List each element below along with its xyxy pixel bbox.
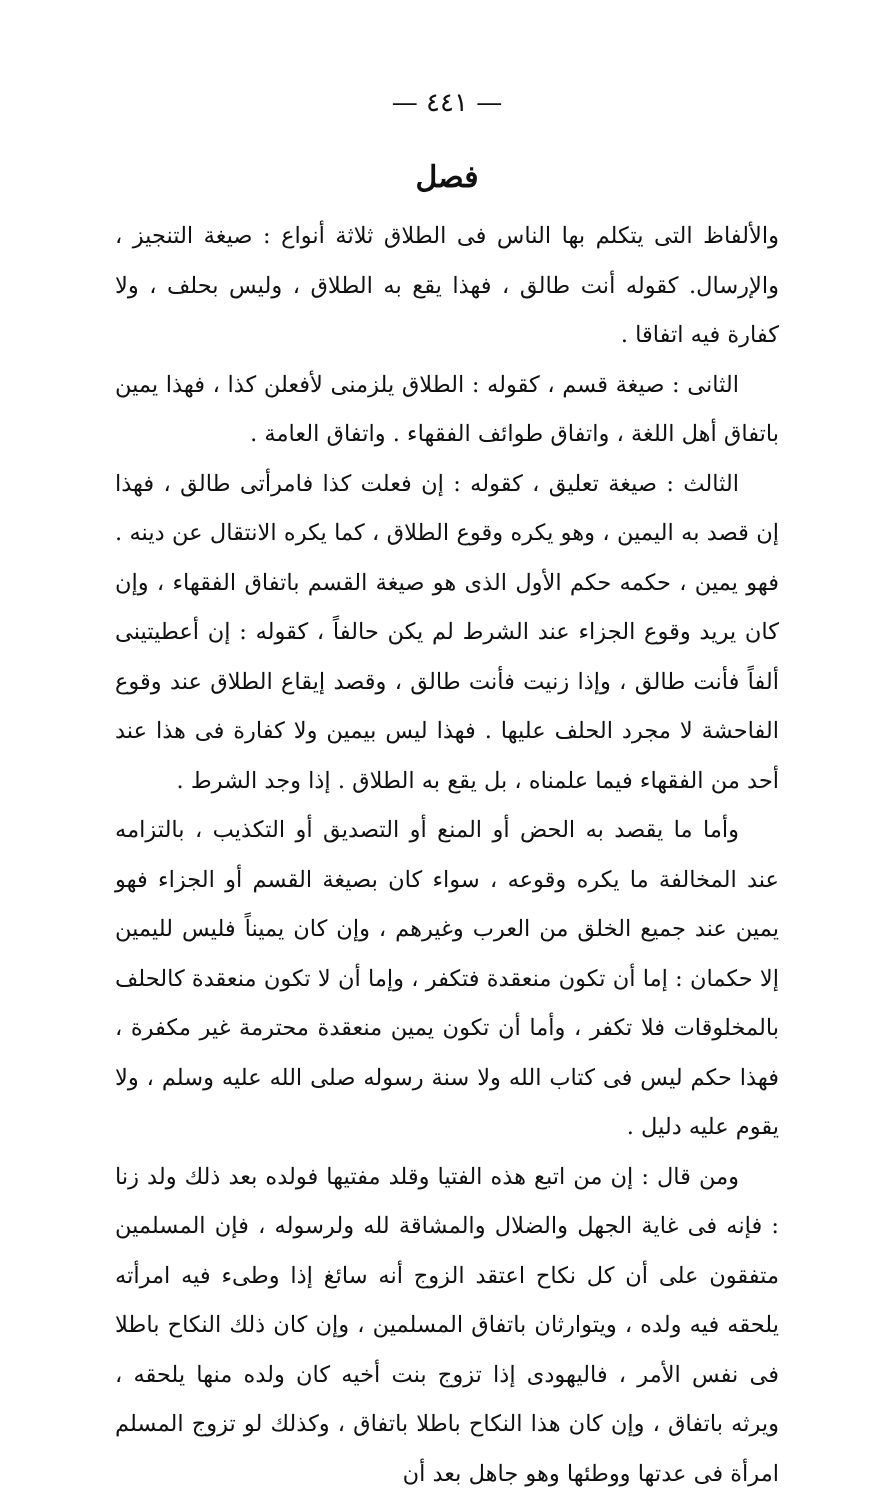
paragraph-1: والألفاظ التى يتكلم بها الناس فى الطلاق ثلاثة أنواع : صيغة التنجيز ، والإرسال. كقوله أنت طالق ، فهذا يقع به الطلاق ، وليس بحلف ، ولا كفارة فيه اتفاقا . xyxy=(115,212,779,361)
section-title: فصل xyxy=(115,158,779,198)
paragraph-3: الثالث : صيغة تعليق ، كقوله : إن فعلت كذا فامرأتى طالق ، فهذا إن قصد به اليمين ، وهو يكره وقوع الطلاق ، كما يكره الانتقال عن دينه . فهو يمين ، حكمه حكم الأول الذى هو صيغة القسم باتفاق الفقهاء ، وإن كان يريد وقوع الجزاء عند الشرط لم يكن حالفاً ، كقوله : إن أعطيتينى ألفاً فأنت طالق ، وإذا زنيت فأنت طالق ، وقصد إيقاع الطلاق عند وقوع الفاحشة لا مجرد الحلف عليها . فهذا ليس بيمين ولا كفارة فى هذا عند أحد من الفقهاء فيما علمناه ، بل يقع به الطلاق . إذا وجد الشرط . xyxy=(115,460,779,807)
page-number: — ٤٤١ — xyxy=(115,88,779,118)
paragraph-5: ومن قال : إن من اتبع هذه الفتيا وقلد مفتيها فولده بعد ذلك ولد زنا : فإنه فى غاية الجهل والضلال والمشاقة لله ولرسوله ، فإن المسلمين متفقون على أن كل نكاح اعتقد الزوج أنه سائغ إذا وطىء فيه امرأته يلحقه فيه ولده ، ويتوارثان باتفاق المسلمين ، وإن كان ذلك النكاح باطلا فى نفس الأمر ، فاليهودى إذا تزوج بنت أخيه كان ولده منها يلحقه ، ويرثه باتفاق ، وإن كان هذا النكاح باطلا باتفاق ، وكذلك لو تزوج المسلم امرأة فى عدتها ووطئها وهو جاهل بعد أن xyxy=(115,1153,779,1499)
paragraph-2: الثانى : صيغة قسم ، كقوله : الطلاق يلزمنى لأفعلن كذا ، فهذا يمين باتفاق أهل اللغة ، واتفاق طوائف الفقهاء . واتفاق العامة . xyxy=(115,361,779,460)
body-text xyxy=(115,212,779,1499)
paragraph-4: وأما ما يقصد به الحض أو المنع أو التصديق أو التكذيب ، بالتزامه عند المخالفة ما يكره وقوعه ، سواء كان بصيغة القسم أو الجزاء فهو يمين عند جميع الخلق من العرب وغيرهم ، وإن كان يميناً فليس لليمين إلا حكمان : إما أن تكون منعقدة فتكفر ، وإما أن لا تكون منعقدة كالحلف بالمخلوقات فلا تكفر ، وأما أن تكون يمين منعقدة محترمة غير مكفرة ، فهذا حكم ليس فى كتاب الله ولا سنة رسوله صلى الله عليه وسلم ، ولا يقوم عليه دليل . xyxy=(115,806,779,1153)
